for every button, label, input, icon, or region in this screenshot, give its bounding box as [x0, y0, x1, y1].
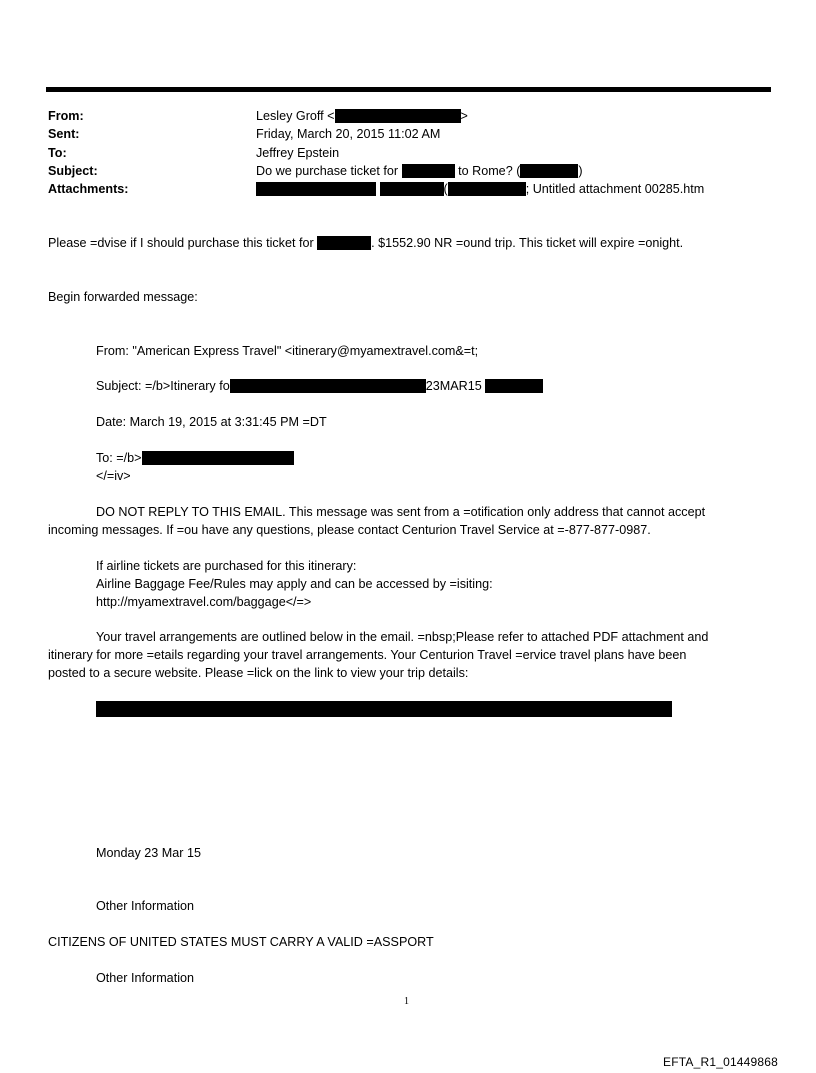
other-information-2: Other Information — [96, 971, 194, 985]
redaction-block — [448, 182, 526, 196]
subject-text-3: ) — [578, 164, 583, 178]
baggage-link[interactable]: http://myamextravel.com/baggage</=> — [96, 595, 312, 609]
subject-text-2: to Rome? ( — [458, 164, 521, 178]
subject-value — [256, 163, 583, 179]
intro-paragraph — [48, 235, 683, 251]
from-label: From: — [48, 109, 84, 123]
noreply-line-2: incoming messages. If =ou have any questions, please contact Centurion Travel Service at =-877-877-0987. — [48, 523, 651, 537]
redaction-block — [380, 182, 444, 196]
citizens-notice: CITIZENS OF UNITED STATES MUST CARRY A VALID =ASSPORT — [48, 935, 434, 949]
date-heading: Monday 23 Mar 15 — [96, 846, 202, 860]
redaction-block — [230, 379, 426, 393]
intro-text-2: . $1552.90 NR =ound trip. This ticket will expire =onight. — [371, 236, 684, 250]
redacted-link-bar — [96, 701, 672, 717]
redaction-block — [485, 379, 543, 393]
page-number: 1 — [404, 996, 409, 1007]
bates-number: EFTA_R1_01449868 — [663, 1055, 779, 1069]
to-label: To: — [48, 146, 67, 160]
arrangements-line-1: Your travel arrangements are outlined below in the email. =nbsp;Please refer to attached PDF attachment and — [96, 630, 709, 644]
from-name: Lesley Groff < — [256, 109, 335, 123]
attachments-paren: ( — [443, 182, 448, 196]
attachments-label: Attachments: — [48, 182, 129, 196]
fwd-to-text: To: =/b> — [96, 451, 142, 465]
fwd-date: Date: March 19, 2015 at 3:31:45 PM =DT — [96, 415, 327, 429]
fwd-to — [96, 450, 294, 466]
redaction-block — [317, 236, 371, 250]
fwd-div-close: </=iv> — [96, 469, 131, 483]
fwd-subject-text: Subject: =/b>Itinerary fo — [96, 379, 230, 393]
arrangements-line-3: posted to a secure website. Please =lick on the link to view your trip details: — [48, 666, 469, 680]
redaction-block — [402, 164, 455, 178]
attachment-filename: ; Untitled attachment 00285.htm — [525, 182, 705, 196]
airline-line-1: If airline tickets are purchased for this itinerary: — [96, 559, 357, 573]
fwd-subject-date: 23MAR15 — [425, 379, 482, 393]
other-information-1: Other Information — [96, 899, 194, 913]
from-value — [256, 108, 468, 124]
fwd-from: From: "American Express Travel" <itinerary@myamextravel.com&=t; — [96, 344, 479, 358]
noreply-line-1: DO NOT REPLY TO THIS EMAIL. This message was sent from a =otification only address that cannot accept — [96, 505, 706, 519]
from-bracket-close: > — [460, 109, 468, 123]
intro-text-1: Please =dvise if I should purchase this ticket for — [48, 236, 314, 250]
redaction-block — [520, 164, 578, 178]
begin-forwarded: Begin forwarded message: — [48, 290, 198, 304]
redaction-block — [256, 182, 376, 196]
arrangements-line-2: itinerary for more =etails regarding your travel arrangements. Your Centurion Travel =ervice travel plans have been — [48, 648, 687, 662]
sent-value: Friday, March 20, 2015 11:02 AM — [256, 127, 441, 141]
fwd-subject — [96, 378, 543, 394]
sent-label: Sent: — [48, 127, 80, 141]
attachments-value — [256, 181, 704, 197]
airline-line-2: Airline Baggage Fee/Rules may apply and can be accessed by =isiting: — [96, 577, 493, 591]
to-value: Jeffrey Epstein — [256, 146, 340, 160]
redaction-block — [335, 109, 461, 123]
subject-label: Subject: — [48, 164, 98, 178]
redaction-block — [142, 451, 294, 465]
subject-text-1: Do we purchase ticket for — [256, 164, 399, 178]
header-rule — [46, 87, 771, 92]
